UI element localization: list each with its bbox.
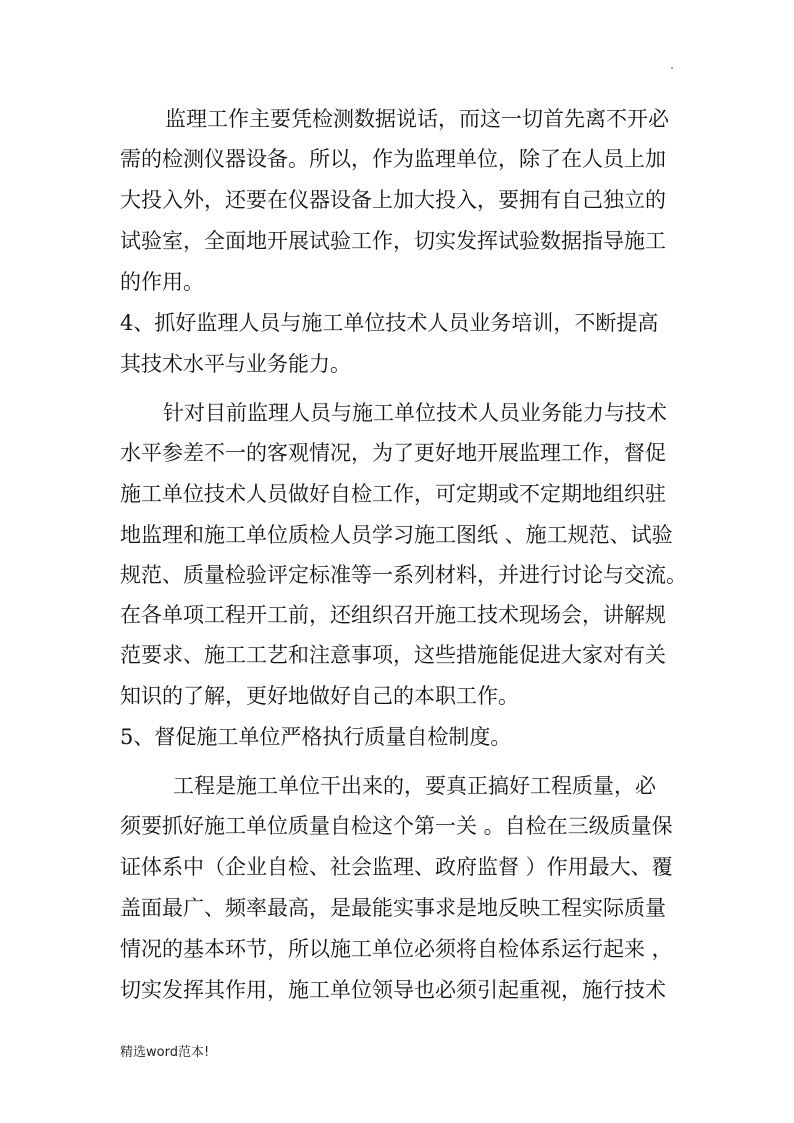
paragraph-2-line-3: 施工单位技术人员做好自检工作，可定期或不定期地组织驻 bbox=[120, 482, 666, 506]
paragraph-2-line-6: 在各单项工程开工前，还组织召开施工技术现场会，讲解规 bbox=[120, 603, 666, 627]
section-4-heading-line-1: 4、抓好监理人员与施工单位技术人员业务培训，不断提高 bbox=[120, 311, 659, 335]
paragraph-3-line-5: 情况的基本环节，所以施工单位必须将自检体系运行起来 ， bbox=[120, 937, 673, 961]
paragraph-2-line-2: 水平参差不一的客观情况，为了更好地开展监理工作，督促 bbox=[120, 441, 666, 465]
footer-label: 精选word范本! bbox=[120, 1045, 210, 1060]
paragraph-2-line-8: 知识的了解，更好地做好自己的本职工作。 bbox=[120, 684, 519, 708]
paragraph-2-line-7: 范要求、施工工艺和注意事项，这些措施能促进大家对有关 bbox=[120, 643, 666, 667]
paragraph-3-line-2: 须要抓好施工单位质量自检这个第一关 。自检在三级质量保 bbox=[120, 814, 673, 838]
paragraph-2-line-1: 针对目前监理人员与施工单位技术人员业务能力与技术 bbox=[163, 401, 667, 425]
paragraph-2-line-4: 地监理和施工单位质检人员学习施工图纸 、施工规范、试验 bbox=[120, 523, 673, 547]
paragraph-2-line-5: 规范、质量检验评定标准等一系列材料，并进行讨论与交流。 bbox=[120, 563, 687, 587]
paragraph-3-line-3: 证体系中（企业自检、社会监理、政府监督 ）作用最大、覆 bbox=[120, 855, 673, 879]
section-5-heading: 5、督促施工单位严格执行质量自检制度。 bbox=[120, 725, 512, 749]
paragraph-1-line-3: 大投入外，还要在仪器设备上加大投入，要拥有自己独立的 bbox=[120, 188, 666, 212]
paragraph-1-line-1: 监理工作主要凭检测数据说话，而这一切首先离不开必 bbox=[165, 107, 669, 131]
paragraph-1-line-5: 的作用。 bbox=[120, 270, 204, 294]
paragraph-3-line-4: 盖面最广、频率最高，是最能实事求是地反映工程实际质量 bbox=[120, 896, 666, 920]
section-4-heading-line-2: 其技术水平与业务能力。 bbox=[120, 352, 351, 376]
corner-mark: . bbox=[670, 58, 674, 72]
paragraph-1-line-2: 需的检测仪器设备。所以，作为监理单位，除了在人员上加 bbox=[120, 147, 666, 171]
paragraph-3-line-6: 切实发挥其作用，施工单位领导也必须引起重视，施行技术 bbox=[120, 978, 666, 1002]
paragraph-3-line-1: 工程是施工单位干出来的，要真正搞好工程质量，必 bbox=[173, 774, 656, 798]
paragraph-1-line-4: 试验室，全面地开展试验工作，切实发挥试验数据指导施工 bbox=[120, 229, 666, 253]
